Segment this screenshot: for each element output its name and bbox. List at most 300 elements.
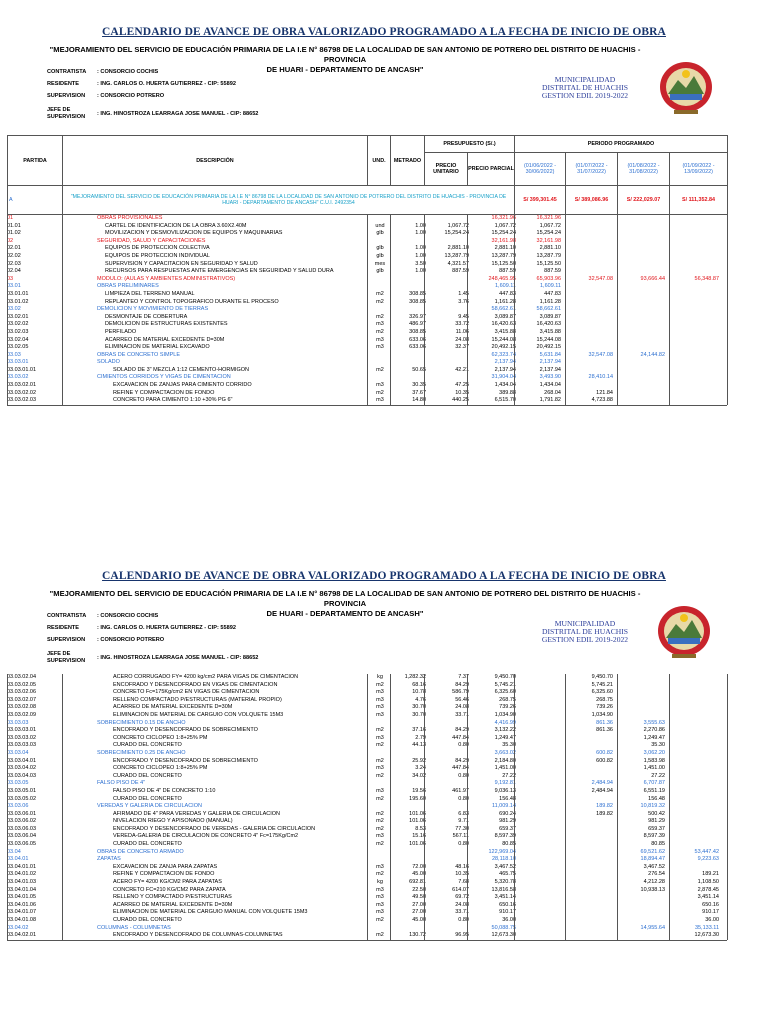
row-unit: m2 (376, 795, 384, 802)
row-description: SUPERVISION Y CAPACITACION EN SEGURIDAD Y SALUD (105, 260, 258, 267)
row-description: CIMIENTOS CORRIDOS Y VIGAS DE CIMENTACION (97, 374, 231, 381)
row-partial-price: 15,254.24 (491, 230, 516, 237)
row-description: EXCAVACION DE ZANJA PARA ZAPATAS (113, 863, 218, 870)
row-unit: m2 (376, 742, 384, 749)
row-period-1: 58,662.61 (536, 306, 561, 313)
row-partial-price: 910.17 (499, 909, 516, 916)
row-unit-price: 6.83 (458, 810, 469, 817)
row-code: 03.04.01 (7, 856, 29, 863)
grid-line (669, 674, 670, 940)
row-period-2: 2,484.94 (591, 780, 613, 787)
row-period-3: 10,938.13 (640, 886, 665, 893)
row-partial-price: 15,125.50 (491, 260, 516, 267)
row-period-1: 5,631.84 (539, 351, 561, 358)
row-code: 03.02.02 (7, 321, 29, 328)
row-period-1: 3,493.90 (539, 374, 561, 381)
row-unit: m2 (376, 313, 384, 320)
row-code: 03.04.01.02 (7, 871, 37, 878)
row-period-4: 12,673.30 (694, 932, 719, 939)
grid-line (62, 215, 63, 405)
row-period-2: 6,325.60 (591, 689, 613, 696)
project-row-p2: S/ 389,086.96 (566, 186, 618, 215)
row-description: DESMONTAJE DE COBERTURA (105, 313, 188, 320)
row-unit: und (375, 222, 385, 229)
project-row-p3: S/ 222,029.07 (618, 186, 670, 215)
row-period-1: 16,321.96 (536, 215, 561, 221)
project-row-desc: "MEJORAMIENTO DEL SERVICIO DE EDUCACIÓN PRIMARIA DE LA I.E N° 86798 DE LA LOCALIDAD DE SAN ANTONIO DE POTRERO DEL DISTRITO DE HUACHIS - PROVINCIA DE HUARI - DEPARTAMENTO DE ANCASH" C.U.I. 2492354 (63, 186, 515, 215)
row-unit: m3 (376, 696, 384, 703)
grid-line (424, 215, 425, 405)
municipality-line3-2: GESTION EDIL 2019-2022 (541, 635, 629, 644)
row-description: EQUIPOS DE PROTECCION COLECTIVA (105, 245, 210, 252)
row-description: EQUIPOS DE PROTECCION INDIVIDUAL (105, 252, 210, 259)
row-unit: glb (376, 268, 384, 275)
row-description: ENCOFRADO Y DESENCOFRADO DE COLUMNAS-COLUMNETAS (113, 932, 283, 939)
row-partial-price: 58,662.61 (491, 306, 516, 313)
row-code: 03.02.03 (7, 328, 29, 335)
row-description: NIVELACION RIEGO Y APISONADO (MANUAL) (113, 818, 233, 825)
row-partial-price: 28,118.10 (491, 856, 516, 863)
row-description: CONCRETO CICLOPEO 1:8+25% PM (113, 765, 208, 772)
row-unit-price: 24.08 (455, 901, 469, 908)
row-period-3: 69,521.62 (640, 848, 665, 855)
row-unit-price: 42.21 (455, 366, 469, 373)
project-name-line1: "MEJORAMIENTO DEL SERVICIO DE EDUCACIÓN PRIMARIA DE LA I.E N° 86798 DE LA LOCALIDAD DE SAN ANTONIO DE POTRERO DEL DISTRITO DE HUACHIS - PROVINCIA (49, 45, 641, 64)
row-code: 03.04.01.07 (7, 909, 37, 916)
row-description: REFINE Y COMPACTACION DE FONDO (113, 871, 215, 878)
row-unit: m2 (376, 727, 384, 734)
row-description: REPLANTEO Y CONTROL TOPOGRAFICO DURANTE EL PROCESO (105, 298, 279, 305)
row-metrado: 1.00 (415, 230, 426, 237)
row-unit-price: 0.80 (458, 795, 469, 802)
row-partial-price: 1,249.47 (494, 734, 516, 741)
row-description: CURADO DEL CONCRETO (113, 795, 182, 802)
row-period-4: 1,108.50 (697, 879, 719, 886)
row-unit-price: 32.37 (455, 344, 469, 351)
row-metrado: 101.06 (409, 818, 426, 825)
col-period-3: (01/08/2022 - 31/08/2022) (618, 153, 670, 186)
row-code: 03.03.02.04 (7, 674, 37, 680)
project-name-line1-2: "MEJORAMIENTO DEL SERVICIO DE EDUCACIÓN PRIMARIA DE LA I.E N° 86798 DE LA LOCALIDAD DE SAN ANTONIO DE POTRERO DEL DISTRITO DE HUACHIS - PROVINCIA (49, 589, 641, 608)
row-period-2: 9,450.70 (591, 674, 613, 680)
row-description: LIMPIEZA DEL TERRENO MANUAL (105, 290, 195, 297)
row-description: CURADO DEL CONCRETO (113, 772, 182, 779)
row-description: REFINE Y COMPACTACION DE FONDO (113, 389, 215, 396)
row-unit-price: 447.84 (452, 765, 469, 772)
row-partial-price: 5,745.21 (494, 681, 516, 688)
row-description: ENCOFRADO Y DESENCOFRADO EN VIGAS DE CIMENTACIÓN (113, 681, 278, 688)
row-period-3: 2,270.86 (643, 727, 665, 734)
row-period-4: 2,878.45 (697, 886, 719, 893)
row-code: 03.04.01.05 (7, 894, 37, 901)
col-metrado: METRADO (391, 136, 425, 186)
municipality-line1: MUNICIPALIDAD (554, 75, 616, 84)
row-code: 02.03 (7, 260, 21, 267)
row-period-1: 1,067.72 (539, 222, 561, 229)
row-description: RECURSOS PARA RESPUESTAS ANTE EMERGENCIAS EN SEGURIDAD Y SALUD DURA (105, 268, 334, 275)
grid-line (7, 215, 8, 405)
row-unit-price: 1.45 (458, 290, 469, 297)
row-period-1: 13,287.79 (536, 252, 561, 259)
grid-line (467, 215, 468, 405)
row-period-4: 53,447.42 (694, 848, 719, 855)
row-description: DEMOLICION Y MOVIMIENTO DE TIERRAS (97, 306, 209, 313)
row-unit-price: 56.46 (455, 696, 469, 703)
residente-label-2: RESIDENTE (47, 625, 80, 631)
row-metrado: 101.06 (409, 841, 426, 848)
row-partial-price: 50,088.75 (491, 924, 516, 931)
row-description: PERFILADO (105, 328, 137, 335)
row-unit-price: 24.08 (455, 704, 469, 711)
row-description: ACERO CORRUGADO FY= 4200 kg/cm2 PARA VIGAS DE CIMENTACION (113, 674, 299, 680)
row-period-1: 887.59 (544, 268, 561, 275)
row-period-1: 16,420.63 (536, 321, 561, 328)
row-unit: m3 (376, 711, 384, 718)
row-unit-price: 33.72 (455, 321, 469, 328)
row-partial-price: 36.00 (502, 917, 516, 923)
row-metrado: 692.81 (409, 879, 426, 886)
row-code: 03.03.02.02 (7, 389, 37, 396)
row-partial-price: 268.75 (499, 696, 516, 703)
row-metrado: 4.76 (415, 696, 426, 703)
row-partial-price: 6,515.70 (494, 397, 516, 404)
row-metrado: 27.00 (412, 909, 426, 916)
row-partial-price: 389.88 (499, 389, 516, 396)
row-partial-price: 1,067.72 (494, 222, 516, 229)
row-period-3: 981.29 (648, 818, 665, 825)
row-period-4: 3,451.14 (697, 894, 719, 901)
row-metrado: 308.85 (409, 328, 426, 335)
row-partial-price: 9,036.13 (494, 787, 516, 794)
row-period-1: 3,415.88 (539, 328, 561, 335)
row-metrado: 308.85 (409, 290, 426, 297)
row-description: ELIMINACION DE MATERIAL EXCAVADO (105, 344, 210, 351)
row-unit-price: 440.25 (452, 397, 469, 404)
row-unit-price: 0.80 (458, 841, 469, 848)
row-unit-price: 7.68 (458, 879, 469, 886)
row-partial-price: 981.29 (499, 818, 516, 825)
row-metrado: 8.53 (415, 825, 426, 832)
row-unit: m3 (376, 689, 384, 696)
grid-line (565, 674, 566, 940)
row-partial-price: 16,420.63 (491, 321, 516, 328)
row-code: 02 (7, 237, 14, 244)
col-period-1: (01/06/2022 - 30/06/2022) (515, 153, 566, 186)
row-unit-price: 13,287.79 (444, 252, 469, 259)
row-partial-price: 887.59 (499, 268, 516, 275)
row-metrado: 2.79 (415, 734, 426, 741)
row-partial-price: 1,609.11 (494, 283, 516, 290)
row-description: CURADO DEL CONCRETO (113, 742, 182, 749)
row-period-4: 650.16 (702, 901, 719, 908)
row-partial-price: 659.37 (499, 825, 516, 832)
row-period-1: 1,609.11 (539, 283, 561, 290)
row-unit: m2 (376, 298, 384, 305)
row-partial-price: 3,467.52 (494, 863, 516, 870)
row-period-2: 28,410.14 (588, 374, 613, 381)
row-partial-price: 11,009.14 (491, 803, 516, 810)
row-period-1: 268.04 (544, 389, 561, 396)
row-unit: kg (377, 674, 383, 680)
row-period-4: 9,223.63 (697, 856, 719, 863)
row-unit: m2 (376, 932, 384, 939)
row-metrado: 30.70 (412, 711, 426, 718)
grid-line (7, 405, 727, 406)
row-unit-price: 33.71 (455, 711, 469, 718)
row-code: 03.04.01.06 (7, 901, 37, 908)
row-unit-price: 10.35 (455, 389, 469, 396)
row-description: ACARREO DE MATERIAL EXCEDENTE D=30M (105, 336, 225, 343)
municipality-block (525, 76, 645, 100)
row-code: 01 (7, 215, 14, 221)
col-descripcion: DESCRIPCIÓN (63, 136, 368, 186)
row-period-2: 32,547.08 (588, 275, 613, 282)
row-description: CARTEL DE IDENTIFICACION DE LA OBRA 3.60X2.40M (105, 222, 247, 229)
row-description: MODULO: (AULAS Y AMBIENTES ADMINISTRATIVOS) (97, 275, 236, 282)
supervision-value: : CONSORCIO POTRERO (97, 93, 165, 99)
grid-line (617, 674, 618, 940)
row-unit: m3 (376, 787, 384, 794)
jefe-value-2: : ING. HINOSTROZA LEARRAGA JOSE MANUEL - CIP: 88652 (97, 655, 259, 661)
row-unit-price: 586.79 (452, 689, 469, 696)
row-unit: m3 (376, 397, 384, 404)
row-code: 03.03 (7, 351, 21, 358)
row-partial-price: 465.75 (499, 871, 516, 878)
row-unit: m2 (376, 871, 384, 878)
row-metrado: 50.65 (412, 366, 426, 373)
row-period-4: 35,133.11 (694, 924, 719, 931)
row-period-1: 2,881.10 (539, 245, 561, 252)
row-partial-price: 4,416.99 (494, 719, 516, 726)
col-periodo: PERIODO PROGRAMADO (515, 136, 728, 153)
row-code: 02.02 (7, 252, 21, 259)
row-period-3: 3,062.20 (643, 749, 665, 756)
row-unit-price: 24.08 (455, 336, 469, 343)
row-code: 03.04.01.04 (7, 886, 37, 893)
row-unit-price: 48.16 (455, 863, 469, 870)
row-code: 03.03.03 (7, 719, 29, 726)
row-description: ENCOFRADO Y DESENCOFRADO DE VEREDAS - GALERIA DE CIRCULACION (113, 825, 316, 832)
row-unit: m3 (376, 886, 384, 893)
row-period-3: 93,666.44 (640, 275, 665, 282)
row-code: 03.03.06.04 (7, 833, 37, 840)
row-unit-price: 7.37 (458, 674, 469, 680)
row-description: ACARREO DE MATERIAL EXCEDENTE D=30M (113, 704, 233, 711)
row-period-3: 35.30 (651, 742, 665, 749)
row-partial-price: 1,434.04 (494, 382, 516, 389)
row-period-2: 32,547.08 (588, 351, 613, 358)
row-code: 03.03.05.01 (7, 787, 37, 794)
row-period-1: 1,161.28 (539, 298, 561, 305)
municipality-line2-2: DISTRITAL DE HUACHIS (541, 627, 628, 636)
row-metrado: 1.00 (415, 222, 426, 229)
row-period-2: 861.36 (596, 727, 613, 734)
row-code: 03.03.02.07 (7, 696, 37, 703)
row-code: 03.03.04.03 (7, 772, 37, 779)
contratista-label-2: CONTRATISTA (47, 613, 87, 619)
row-metrado: 1.00 (415, 245, 426, 252)
row-period-1: 447.83 (544, 290, 561, 297)
row-unit: m3 (376, 909, 384, 916)
row-partial-price: 9,450.70 (494, 674, 516, 680)
row-unit: m2 (376, 825, 384, 832)
row-unit: m3 (376, 336, 384, 343)
row-period-4: 189.21 (702, 871, 719, 878)
row-unit-price: 461.97 (452, 787, 469, 794)
row-description: VEREDAS Y GALERIA DE CIRCULACION (97, 803, 202, 810)
row-description: EXCAVACION DE ZANJAS PARA CIMIENTO CORRIDO (113, 382, 252, 389)
row-metrado: 486.97 (409, 321, 426, 328)
row-period-3: 14,955.64 (640, 924, 665, 931)
municipality-seal-icon (658, 60, 714, 118)
row-metrado: 68.16 (412, 681, 426, 688)
row-code: 03.03.06.02 (7, 818, 37, 825)
row-unit: m3 (376, 382, 384, 389)
row-code: 03.04.01.03 (7, 879, 37, 886)
row-metrado: 30.35 (412, 382, 426, 389)
row-partial-price: 122,969.04 (488, 848, 516, 855)
row-partial-price: 1,161.28 (494, 298, 516, 305)
row-partial-price: 20,492.15 (491, 344, 516, 351)
row-period-3: 18,894.47 (640, 856, 665, 863)
jefe-value: : ING. HINOSTROZA LEARRAGA JOSE MANUEL - CIP: 88652 (97, 111, 259, 117)
row-metrado: 22.50 (412, 886, 426, 893)
row-description: OBRAS DE CONCRETO SIMPLE (97, 351, 181, 358)
row-period-2: 861.36 (596, 719, 613, 726)
row-partial-price: 690.24 (499, 810, 516, 817)
row-code: 02.01 (7, 245, 21, 252)
row-metrado: 1,282.32 (404, 674, 426, 680)
row-description: RELLENO COMPACTADO P/ESTRUCTURAS (MATERIAL PROPIO) (113, 696, 282, 703)
row-unit-price: 15,254.24 (444, 230, 469, 237)
row-code: 03.04 (7, 848, 21, 855)
row-period-4: 36.00 (705, 917, 719, 923)
row-metrado: 49.50 (412, 894, 426, 901)
row-description: ACERO FY= 4200 KG/CM2 PARA ZAPATAS (113, 879, 222, 886)
row-partial-price: 13,287.79 (491, 252, 516, 259)
row-period-3: 10,819.32 (640, 803, 665, 810)
row-metrado: 633.06 (409, 344, 426, 351)
row-code: 01.01 (7, 222, 21, 229)
row-period-2: 5,745.21 (591, 681, 613, 688)
col-precio-unitario: PRECIO UNITARIO (425, 153, 468, 186)
row-unit-price: 567.11 (452, 833, 469, 840)
grid-line (390, 215, 391, 405)
row-partial-price: 15,244.08 (491, 336, 516, 343)
row-period-2: 121.84 (596, 389, 613, 396)
document-page-1 (0, 0, 768, 470)
project-name-line2-2: DE HUARI - DEPARTAMENTO DE ANCASH" (266, 609, 424, 618)
row-description: DEMOLICION DE ESTRUCTURAS EXISTENTES (105, 321, 228, 328)
col-und: UND. (368, 136, 391, 186)
project-row-p4: S/ 111,352.84 (670, 186, 728, 215)
row-metrado: 195.60 (409, 795, 426, 802)
row-partial-price: 2,137.94 (494, 359, 516, 366)
row-period-1: 32,161.98 (536, 237, 561, 244)
row-unit-price: 84.29 (455, 757, 469, 764)
row-period-1: 15,254.24 (536, 230, 561, 237)
row-period-2: 4,723.88 (591, 397, 613, 404)
row-code: 03.03.02.09 (7, 711, 37, 718)
row-code: 03.03.04 (7, 749, 29, 756)
row-description: ELIMINACION DE MATERIAL DE CARGUIO MANUAL CON VOLQUETE 15M3 (113, 909, 308, 916)
row-partial-price: 9,192.81 (494, 780, 516, 787)
project-row-p1: S/ 399,301.45 (515, 186, 566, 215)
row-unit: m3 (376, 344, 384, 351)
row-period-2: 268.75 (596, 696, 613, 703)
row-code: 03.01.02 (7, 298, 29, 305)
row-unit: m2 (376, 917, 384, 923)
row-code: 03.03.03.01 (7, 727, 37, 734)
grid-line (7, 674, 8, 940)
row-code: 03 (7, 275, 14, 282)
row-partial-price: 739.26 (499, 704, 516, 711)
row-description: MOVILIZACION Y DESMOVILIZACION DE EQUIPOS Y MAQUINARIAS (105, 230, 283, 237)
row-unit: m2 (376, 389, 384, 396)
row-metrado: 1.00 (415, 252, 426, 259)
row-code: 02.04 (7, 268, 21, 275)
row-partial-price: 3,663.02 (494, 749, 516, 756)
row-partial-price: 6,325.60 (494, 689, 516, 696)
row-description: CONCRETO CICLOPEO 1:8+25% PM (113, 734, 208, 741)
row-period-3: 500.42 (648, 810, 665, 817)
row-description: OBRAS PRELIMINARES (97, 283, 159, 290)
row-unit-price: 447.84 (452, 734, 469, 741)
row-unit-price: 33.71 (455, 909, 469, 916)
grid-line (62, 674, 63, 940)
row-metrado: 15.16 (412, 833, 426, 840)
row-description: SOLADO DE 3" MEZCLA 1:12 CEMENTO-HORMIGON (113, 366, 250, 373)
grid-line (514, 215, 515, 405)
grid-line (727, 215, 728, 405)
row-unit-price: 10.35 (455, 871, 469, 878)
row-unit: mes (374, 260, 386, 267)
row-metrado: 25.92 (412, 757, 426, 764)
row-period-2: 2,484.94 (591, 787, 613, 794)
row-code: 03.03.06.03 (7, 825, 37, 832)
row-period-3: 3,555.63 (643, 719, 665, 726)
row-code: 01.02 (7, 230, 21, 237)
row-description: CONCRETO PARA CIMIENTO 1:10 +30% PG 6" (113, 397, 233, 404)
row-period-2: 739.26 (596, 704, 613, 711)
row-period-2: 189.82 (596, 803, 613, 810)
row-code: 03.03.05.02 (7, 795, 37, 802)
row-unit-price: 1,067.72 (447, 222, 469, 229)
row-unit: m3 (376, 901, 384, 908)
jefe-label: JEFE DE SUPERVISION (47, 107, 86, 120)
row-partial-price: 1,034.90 (494, 711, 516, 718)
row-unit: m2 (376, 818, 384, 825)
document-title: CALENDARIO DE AVANCE DE OBRA VALORIZADO PROGRAMADO A LA FECHA DE INICIO DE OBRA (102, 26, 666, 38)
row-period-1: 1,434.04 (539, 382, 561, 389)
jefe-label-2: JEFE DE SUPERVISION (47, 651, 86, 664)
row-unit: m3 (376, 321, 384, 328)
municipality-line3: GESTION EDIL 2019-2022 (541, 91, 629, 100)
row-period-3: 24,144.82 (640, 351, 665, 358)
row-unit: m2 (376, 290, 384, 297)
row-code: 03.04.01.08 (7, 917, 37, 923)
row-unit-price: 3.76 (458, 298, 469, 305)
row-code: 03.02.05 (7, 344, 29, 351)
row-partial-price: 2,137.94 (494, 366, 516, 373)
row-metrado: 130.72 (409, 932, 426, 939)
row-code: 03.01.01 (7, 290, 29, 297)
row-code: 03.03.06.05 (7, 841, 37, 848)
row-unit: m2 (376, 681, 384, 688)
row-partial-price: 31,904.04 (491, 374, 516, 381)
row-code: 03.04.02 (7, 924, 29, 931)
row-period-3: 1,583.98 (643, 757, 665, 764)
